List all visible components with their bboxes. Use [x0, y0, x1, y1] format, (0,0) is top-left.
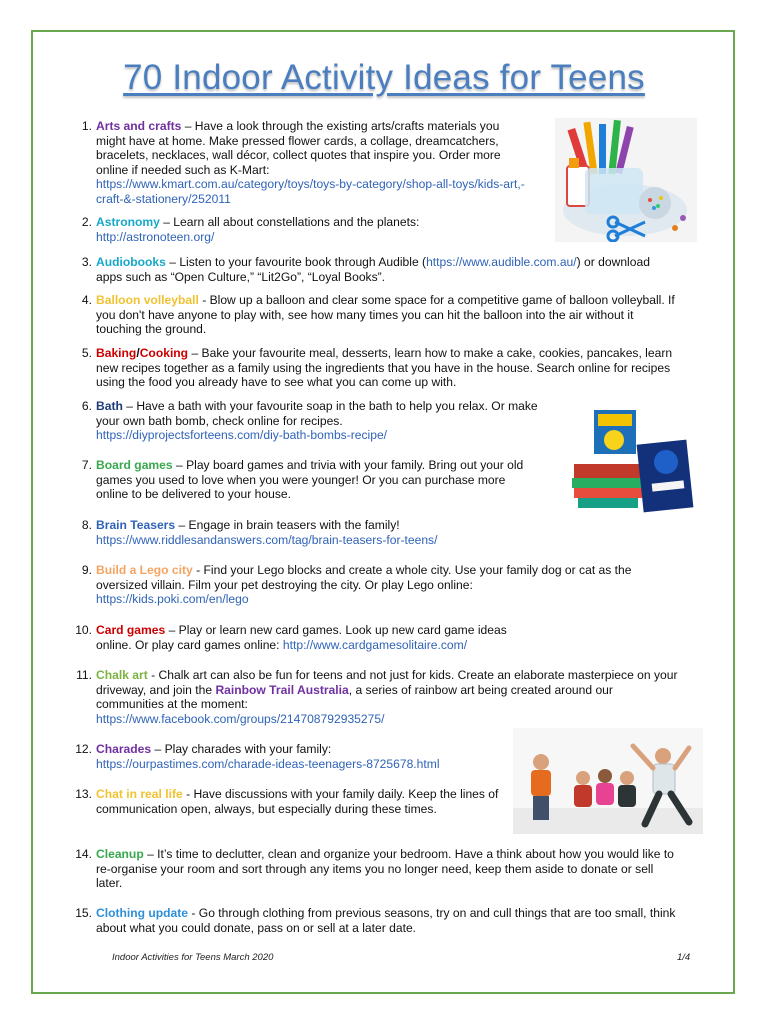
item-number: 4. [81, 293, 92, 307]
item-text: - Have discussions with your family daily. Keep the lines of communication open, always, but especially during these times. [96, 787, 499, 816]
item-text: – Listen to your favourite book through Audible ( [165, 255, 427, 269]
item-keyword: Bath [96, 399, 123, 413]
teens-charades-photo [513, 728, 703, 834]
item-link[interactable]: https://diyprojectsforteens.com/diy-bath-bombs-recipe/ [96, 428, 388, 443]
list-item [70, 119, 530, 207]
item-keyword: Balloon volleyball [96, 293, 199, 307]
item-keyword: Clothing update [96, 906, 189, 920]
item-number: 15. [75, 906, 92, 920]
list-item [70, 906, 680, 935]
list-item [70, 787, 510, 816]
item-keyword-slash: / [136, 346, 140, 360]
list-item [70, 255, 670, 284]
page-number: 1/4 [677, 952, 691, 963]
item-text: - Find your Lego blocks and create a whole city. Use your family dog or cat as the oversized villain. Film your pet destroying the city. Or play Lego online: [96, 563, 632, 592]
board-games-illustration [568, 404, 700, 516]
item-number: 2. [81, 215, 92, 229]
item-keyword: Astronomy [96, 215, 160, 229]
item-keyword-2: Cooking [139, 346, 189, 360]
list-item [70, 563, 680, 607]
item-link[interactable]: https://www.kmart.com.au/category/toys/toys-by-category/shop-all-toys/kids-art,-craft-&-stationery/252011 [96, 177, 525, 206]
item-number: 10. [75, 623, 92, 637]
item-text: – Play board games and trivia with your family. Bring out your old games you used to love when you were younger! Or you can purchase more online to be delivered to your house. [96, 458, 524, 502]
item-link[interactable]: https://kids.poki.com/en/lego [96, 592, 249, 607]
item-number: 8. [81, 518, 92, 532]
footer-title: Indoor Activities for Teens March 2020 [112, 952, 274, 963]
list-item [70, 293, 680, 337]
item-keyword: Board games [96, 458, 173, 472]
item-number: 13. [75, 787, 92, 801]
list-item [70, 742, 490, 771]
item-keyword: Charades [96, 742, 152, 756]
list-item [70, 458, 525, 502]
list-item [70, 215, 530, 244]
board-games-photo [568, 404, 700, 516]
item-keyword: Chalk art [96, 668, 148, 682]
item-keyword: Audiobooks [96, 255, 166, 269]
item-text: - Go through clothing from previous seasons, try on and cull things that are too small, think about what you could donate, pass on or sell at a later date. [96, 906, 676, 935]
item-number: 5. [81, 346, 92, 360]
item-text: – Learn all about constellations and the planets: [159, 215, 420, 229]
item-keyword: Card games [96, 623, 166, 637]
item-text: - Chalk art can also be fun for teens and not just for kids. Create an elaborate masterpiece on your driveway, and join the [96, 668, 678, 697]
item-keyword: Chat in real life [96, 787, 183, 801]
list-item [70, 623, 520, 652]
item-text: – It’s time to declutter, clean and organize your bedroom. Have a think about how you would like to re-organise your room and sort through any items you no longer need, keep them aside to donate or sell later. [96, 847, 674, 891]
item-keyword: Brain Teasers [96, 518, 176, 532]
item-text-tail: , a series of rainbow art being created around our communities at the moment: [96, 682, 613, 712]
list-item [70, 346, 680, 390]
item-text: – Play charades with your family: [151, 742, 332, 756]
item-keyword: Arts and crafts [96, 119, 182, 133]
list-item [70, 668, 680, 726]
list-item [70, 518, 540, 547]
item-keyword-inline: Rainbow Trail Australia [215, 682, 349, 697]
item-number: 6. [81, 399, 92, 413]
item-number: 1. [81, 119, 92, 133]
item-number: 7. [81, 458, 92, 472]
list-item [70, 847, 680, 891]
item-number: 11. [76, 668, 92, 682]
item-keyword: Baking [96, 346, 137, 360]
craft-supplies-illustration [555, 118, 697, 242]
item-text: – Engage in brain teasers with the family! [175, 518, 400, 532]
item-text-tail: ) or download apps such as “Open Culture,” “Lit2Go”, “Loyal Books”. [96, 255, 650, 284]
item-number: 9. [81, 563, 92, 577]
item-text: – Bake your favourite meal, desserts, learn how to make a cake, cookies, pancakes, learn new recipes together as a family using the ingredients that you have in the house. Search online for recipes using the food you already have to see what you can come up with. [96, 346, 673, 390]
item-text: – Have a look through the existing arts/crafts materials you might have at home. Make pressed flower cards, a collage, dreamcatchers, bracelets, necklaces, wall décor, collect quotes that inspire you. Order more online if needed such as K-Mart: [96, 119, 501, 177]
item-number: 3. [81, 255, 92, 269]
page-title: 70 Indoor Activity Ideas for Teens [123, 58, 645, 97]
craft-supplies-photo [555, 118, 697, 242]
item-keyword: Build a Lego city [96, 563, 193, 577]
item-link[interactable]: https://www.riddlesandanswers.com/tag/brain-teasers-for-teens/ [96, 532, 438, 547]
item-text: – Play or learn new card games. Look up new card game ideas online. Or play card games online: [96, 623, 507, 652]
item-number: 12. [75, 742, 92, 756]
item-link[interactable]: https://ourpastimes.com/charade-ideas-teenagers-8725678.html [96, 756, 440, 771]
item-link[interactable]: http://astronoteen.org/ [96, 229, 215, 244]
item-link[interactable]: http://www.cardgamesolitaire.com/ [282, 637, 468, 652]
list-item [70, 399, 545, 443]
item-link[interactable]: https://www.audible.com.au/ [426, 255, 577, 269]
item-keyword: Cleanup [96, 847, 144, 861]
item-text: - Blow up a balloon and clear some space for a competitive game of balloon volleyball. If you don't have anyone to play with, see how many times you can hit the balloon into the air without it touching the ground. [96, 293, 675, 337]
item-text: – Have a bath with your favourite soap in the bath to help you relax. Or make your own bath bomb, check online for recipes. [96, 399, 538, 428]
item-number: 14. [75, 847, 92, 861]
item-link[interactable]: https://www.facebook.com/groups/214708792935275/ [96, 711, 385, 726]
teens-charades-illustration [513, 728, 703, 834]
